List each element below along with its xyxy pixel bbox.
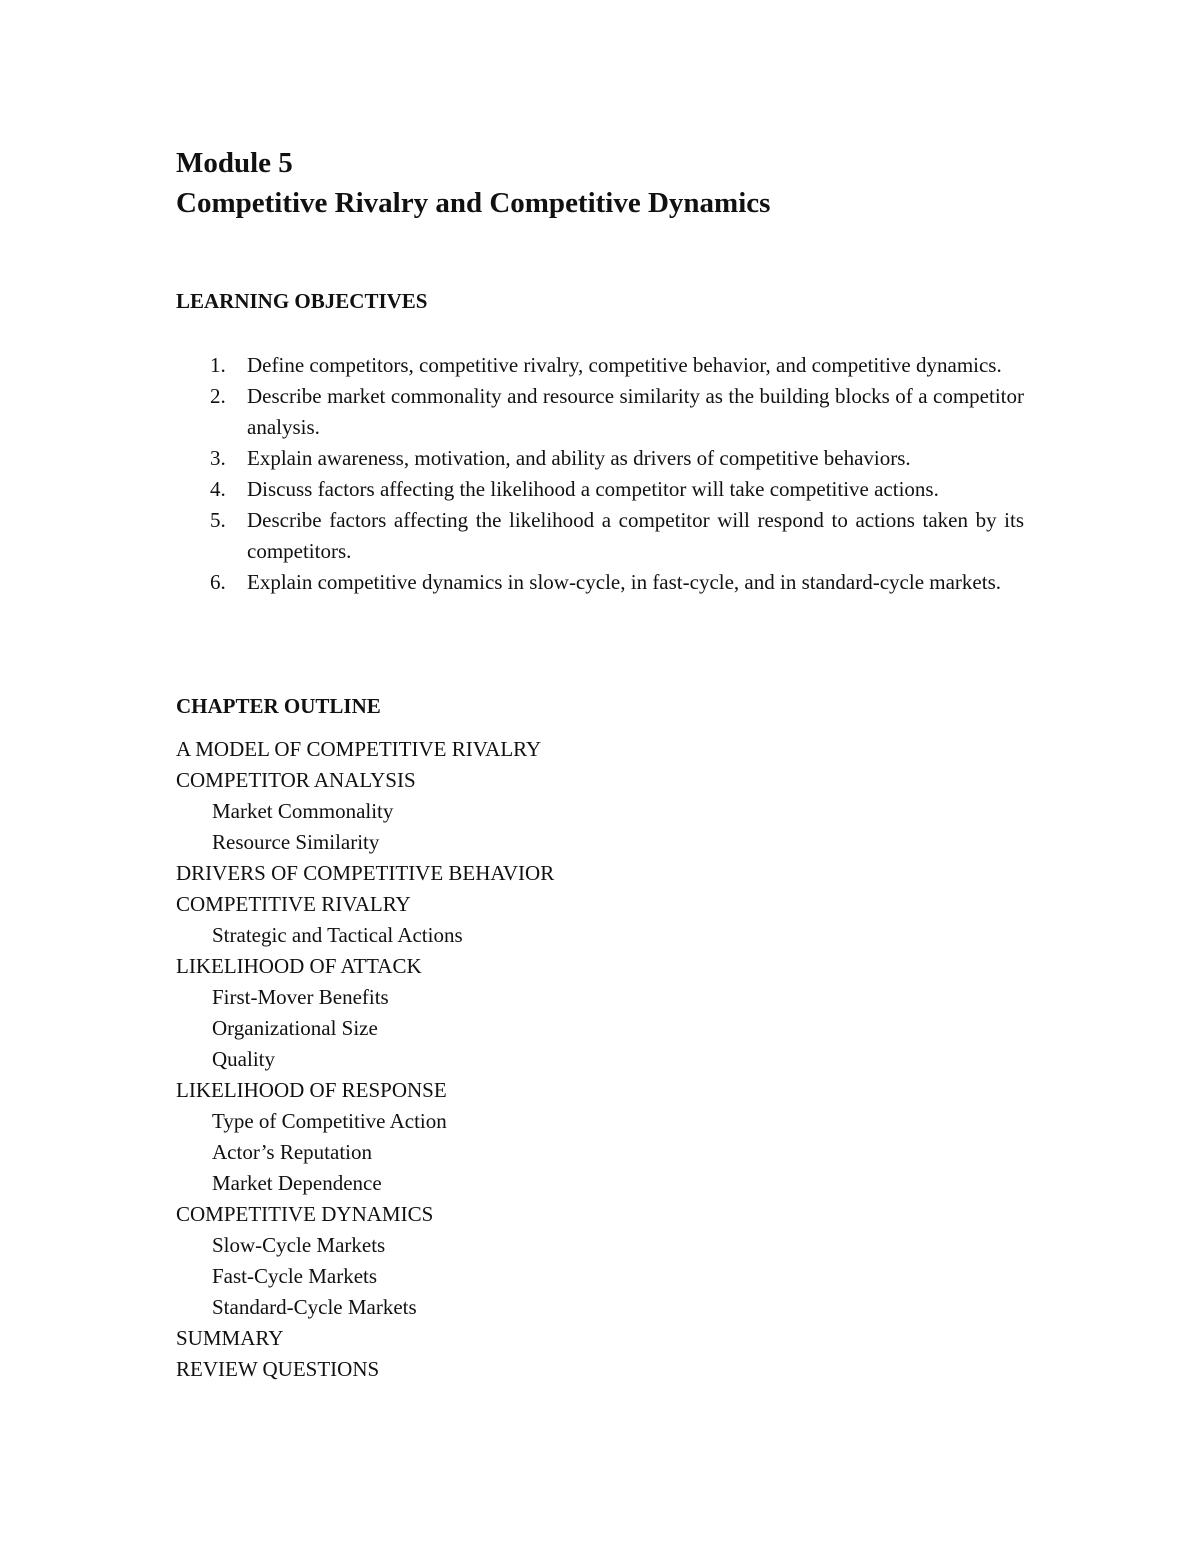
chapter-outline-heading: CHAPTER OUTLINE xyxy=(176,694,381,718)
learning-objectives-list xyxy=(176,350,1024,598)
outline-section: REVIEW QUESTIONS xyxy=(176,1357,380,1381)
outline-subsection: Market Dependence xyxy=(212,1171,382,1195)
objective-text: Describe market commonality and resource similarity as the building blocks of a competitor analysis. xyxy=(247,384,1024,439)
objective-number: 2. xyxy=(210,384,226,408)
objective-number: 3. xyxy=(210,446,226,470)
learning-objectives-heading: LEARNING OBJECTIVES xyxy=(176,289,428,313)
objective-number: 5. xyxy=(210,508,226,532)
outline-section: LIKELIHOOD OF RESPONSE xyxy=(176,1078,447,1102)
outline-section: COMPETITIVE DYNAMICS xyxy=(176,1202,434,1226)
outline-section: LIKELIHOOD OF ATTACK xyxy=(176,954,422,978)
learning-objective xyxy=(176,381,1024,443)
outline-section: SUMMARY xyxy=(176,1326,284,1350)
module-topic-title: Competitive Rivalry and Competitive Dynamics xyxy=(176,187,771,219)
outline-subsection: Quality xyxy=(212,1047,275,1071)
objective-number: 1. xyxy=(210,353,226,377)
outline-subsection: Standard-Cycle Markets xyxy=(212,1295,417,1319)
objective-text: Explain awareness, motivation, and ability as drivers of competitive behaviors. xyxy=(247,446,911,470)
chapter-outline-list xyxy=(176,734,554,1385)
objective-text: Discuss factors affecting the likelihood a competitor will take competitive actions. xyxy=(247,477,939,501)
learning-objective xyxy=(176,567,1024,598)
learning-objective xyxy=(176,350,1024,381)
objective-text: Describe factors affecting the likelihood a competitor will respond to actions taken by its competitors. xyxy=(247,508,1024,563)
outline-subsection: Strategic and Tactical Actions xyxy=(212,923,463,947)
learning-objective xyxy=(176,474,1024,505)
outline-subsection: Slow-Cycle Markets xyxy=(212,1233,386,1257)
objective-text: Define competitors, competitive rivalry, competitive behavior, and competitive dynamics. xyxy=(247,353,1002,377)
outline-subsection: First-Mover Benefits xyxy=(212,985,389,1009)
outline-section: COMPETITOR ANALYSIS xyxy=(176,768,416,792)
outline-subsection: Market Commonality xyxy=(212,799,394,823)
learning-objective xyxy=(176,443,1024,474)
outline-subsection: Type of Competitive Action xyxy=(212,1109,447,1133)
objective-number: 6. xyxy=(210,570,226,594)
objective-text: Explain competitive dynamics in slow-cycle, in fast-cycle, and in standard-cycle markets. xyxy=(247,570,1001,594)
outline-section: A MODEL OF COMPETITIVE RIVALRY xyxy=(176,737,542,761)
outline-subsection: Fast-Cycle Markets xyxy=(212,1264,378,1288)
outline-subsection: Resource Similarity xyxy=(212,830,380,854)
objective-number: 4. xyxy=(210,477,226,501)
outline-subsection: Actor’s Reputation xyxy=(212,1140,373,1164)
outline-section: COMPETITIVE RIVALRY xyxy=(176,892,411,916)
learning-objective xyxy=(176,505,1024,567)
module-number-title: Module 5 xyxy=(176,147,293,179)
outline-section: DRIVERS OF COMPETITIVE BEHAVIOR xyxy=(176,861,555,885)
outline-subsection: Organizational Size xyxy=(212,1016,378,1040)
